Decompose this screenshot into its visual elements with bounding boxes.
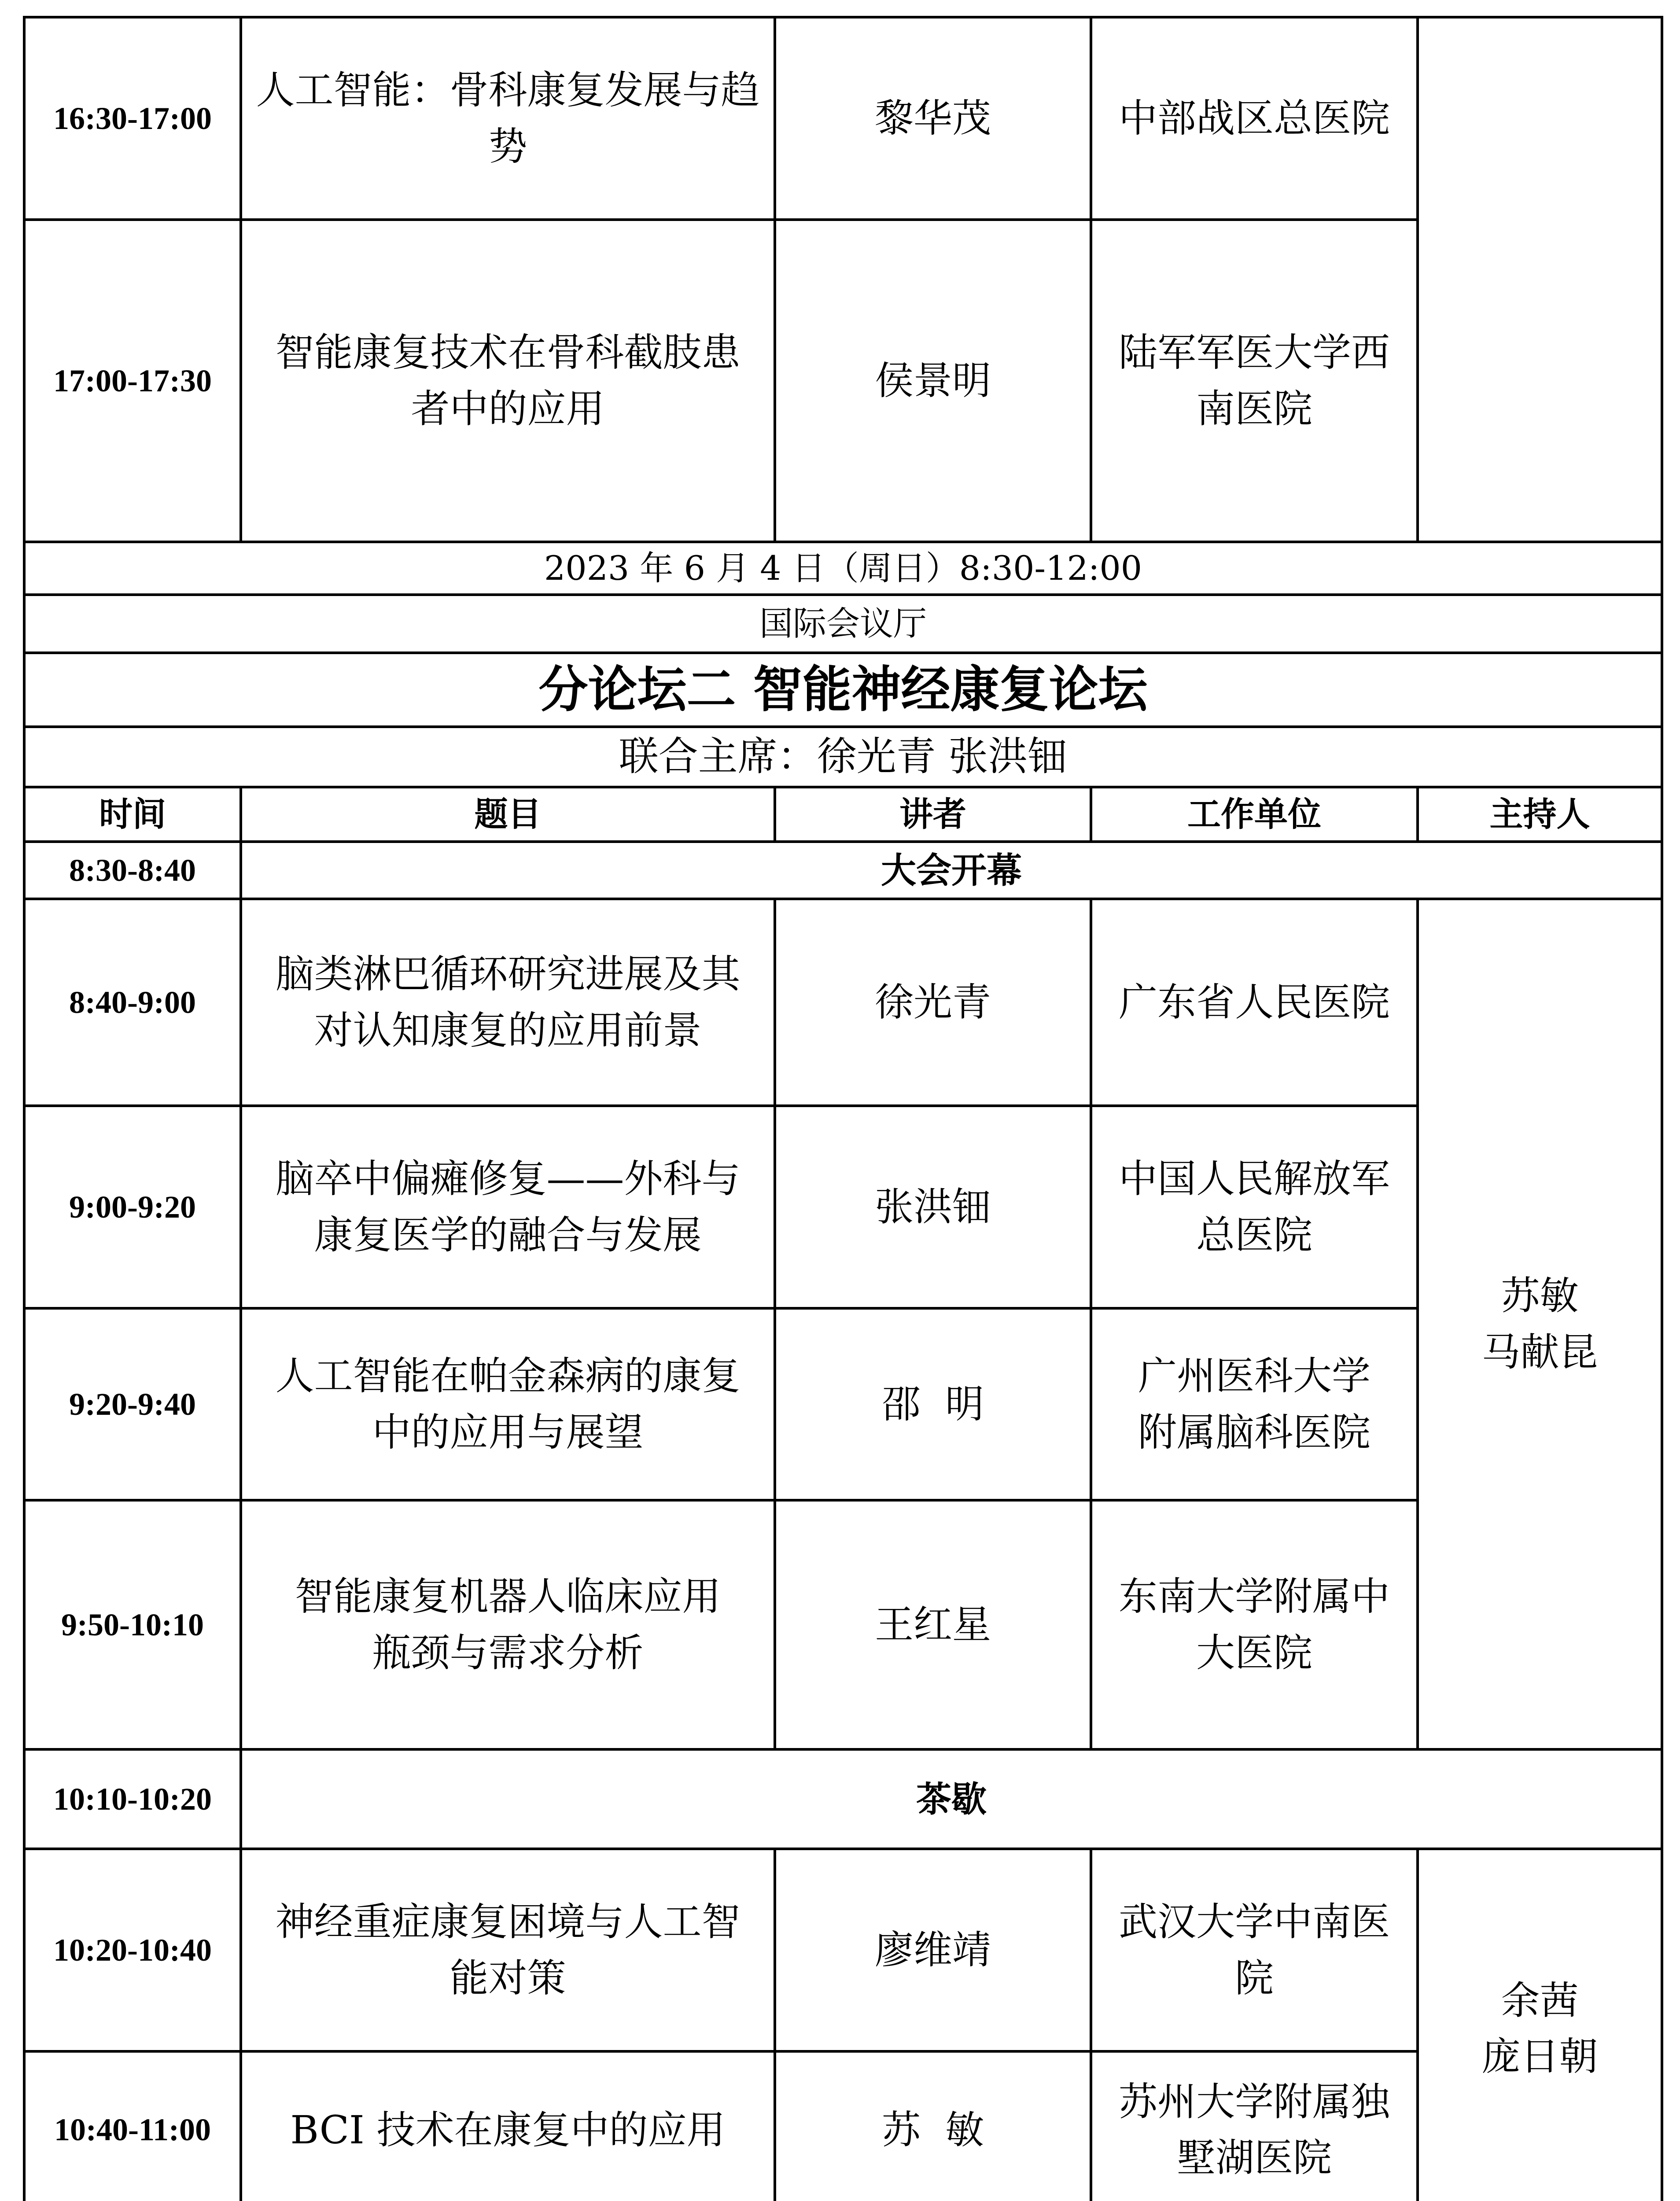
session-speaker: 侯景明	[775, 220, 1091, 542]
date-line: 2023 年 6 月 4 日（周日）8:30-12:00	[24, 542, 1662, 595]
session-topic: 人工智能：骨科康复发展与趋 势	[241, 17, 775, 220]
session-time: 16:30-17:00	[24, 17, 241, 220]
host-name: 余茜	[1501, 1977, 1579, 2023]
session-unit: 东南大学附属中 大医院	[1091, 1500, 1418, 1749]
venue: 国际会议厅	[24, 595, 1662, 653]
table-row	[24, 220, 1662, 542]
session-speaker: 张洪钿	[775, 1106, 1091, 1308]
host-cell-empty	[1418, 17, 1662, 542]
co-chairs: 联合主席：徐光青 张洪钿	[24, 727, 1662, 787]
session-topic: 智能康复机器人临床应用 瓶颈与需求分析	[241, 1500, 775, 1749]
header-unit: 工作单位	[1091, 787, 1418, 842]
tea-break-label: 茶歇	[241, 1749, 1662, 1849]
forum-title: 分论坛二 智能神经康复论坛	[24, 653, 1662, 727]
session-time: 10:40-11:00	[24, 2051, 241, 2201]
host-cell	[1418, 1849, 1662, 2201]
table-row	[24, 1106, 1662, 1308]
session-unit: 广州医科大学 附属脑科医院	[1091, 1308, 1418, 1500]
session-unit: 中国人民解放军 总医院	[1091, 1106, 1418, 1308]
session-time: 8:40-9:00	[24, 899, 241, 1106]
host-name: 马献昆	[1481, 1329, 1598, 1375]
session-unit: 陆军军医大学西 南医院	[1091, 220, 1418, 542]
session-topic: BCI 技术在康复中的应用	[241, 2051, 775, 2201]
header-speaker: 讲者	[775, 787, 1091, 842]
session-time: 10:20-10:40	[24, 1849, 241, 2051]
tea-break-time: 10:10-10:20	[24, 1749, 241, 1849]
session-speaker: 黎华茂	[775, 17, 1091, 220]
session-unit: 中部战区总医院	[1091, 17, 1418, 220]
session-unit: 广东省人民医院	[1091, 899, 1418, 1106]
session-topic: 神经重症康复困境与人工智 能对策	[241, 1849, 775, 2051]
session-speaker: 王红星	[775, 1500, 1091, 1749]
session-time: 9:50-10:10	[24, 1500, 241, 1749]
session-speaker: 徐光青	[775, 899, 1091, 1106]
header-time: 时间	[24, 787, 241, 842]
table-row	[24, 1308, 1662, 1500]
session-topic: 智能康复技术在骨科截肢患 者中的应用	[241, 220, 775, 542]
session-unit: 苏州大学附属独 墅湖医院	[1091, 2051, 1418, 2201]
session-speaker: 苏 敏	[775, 2051, 1091, 2201]
session-time: 9:00-9:20	[24, 1106, 241, 1308]
session-topic: 脑卒中偏瘫修复——外科与 康复医学的融合与发展	[241, 1106, 775, 1308]
host-name: 庞日朝	[1481, 2034, 1598, 2080]
table-row	[24, 1749, 1662, 1849]
session-speaker: 廖维靖	[775, 1849, 1091, 2051]
session-topic: 脑类淋巴循环研究进展及其 对认知康复的应用前景	[241, 899, 775, 1106]
session-speaker: 邵 明	[775, 1308, 1091, 1500]
host-name: 苏敏	[1501, 1273, 1579, 1319]
table-row	[24, 899, 1662, 1106]
opening-time: 8:30-8:40	[24, 842, 241, 899]
session-time: 9:20-9:40	[24, 1308, 241, 1500]
schedule-table	[23, 16, 1663, 2201]
header-row	[24, 787, 1662, 842]
table-row	[24, 2051, 1662, 2201]
table-row	[24, 1500, 1662, 1749]
header-topic: 题目	[241, 787, 775, 842]
session-unit: 武汉大学中南医 院	[1091, 1849, 1418, 2051]
header-host: 主持人	[1418, 787, 1662, 842]
table-row	[24, 1849, 1662, 2051]
session-time: 17:00-17:30	[24, 220, 241, 542]
host-cell	[1418, 899, 1662, 1749]
opening-label: 大会开幕	[241, 842, 1662, 899]
session-topic: 人工智能在帕金森病的康复 中的应用与展望	[241, 1308, 775, 1500]
table-row	[24, 842, 1662, 899]
table-row	[24, 17, 1662, 220]
